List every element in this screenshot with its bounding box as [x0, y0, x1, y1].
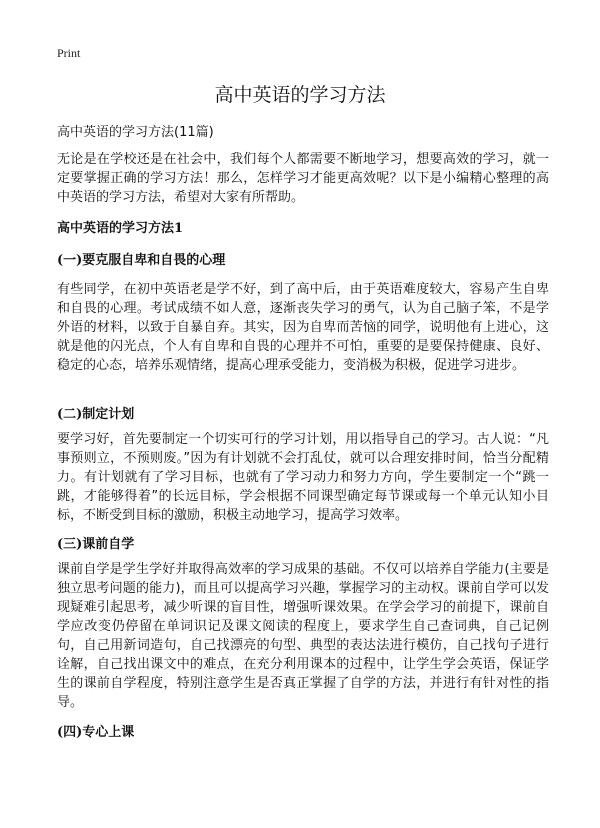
intro-paragraph: 无论是在学校还是在社会中，我们每个人都需要不断地学习，想要高效的学习，就一定要掌握正确的学习方法！那么，怎样学习才能更高效呢？以下是小编精心整理的高中英语的学习方法，希望对大家有所帮助。 [57, 152, 549, 205]
print-link[interactable]: Print [57, 46, 81, 60]
heading-2: (二)制定计划 [57, 407, 135, 422]
paragraph-1: 有些同学，在初中英语老是学不好，到了高中后，由于英语难度较大，容易产生自卑和自畏的心理。考试成绩不如人意，逐渐丧失学习的勇气，认为自己脑子笨，不是学外语的材料，以致于自暴自弃。其实，因为自卑而苦恼的同学，说明他有上进心，这就是他的闪光点，个人有自卑和自畏的心理并不可怕，重要的是要保持健康、良好、稳定的心态，培养乐观情绪，提高心理承受能力，变消极为积极，促进学习进步。 [57, 282, 549, 373]
paragraph-2: 要学习好，首先要制定一个切实可行的学习计划，用以指导自己的学习。古人说：“凡事预则立，不预则废。”因为有计划就不会打乱仗，就可以合理安排时间，恰当分配精力。有计划就有了学习目标，也就有了学习动力和努力方向，学生要制定一个“跳一跳，才能够得着”的长远目标，学会根据不同课型确定每节课或每一个单元认知小目标，不断受到目标的激励，积极主动地学习，提高学习效率。 [57, 432, 549, 523]
heading-4: (四)专心上课 [57, 725, 135, 740]
subtitle: 高中英语的学习方法(11篇) [57, 125, 214, 140]
heading-3: (三)课前自学 [57, 537, 135, 552]
heading-1: (一)要克服自卑和自畏的心理 [57, 253, 226, 268]
page-title: 高中英语的学习方法 [214, 84, 386, 106]
section-title: 高中英语的学习方法1 [57, 221, 184, 236]
paragraph-3: 课前自学是学生学好并取得高效率的学习成果的基础。不仅可以培养自学能力(主要是独立思考问题的能力)，而且可以提高学习兴趣，掌握学习的主动权。课前自学可以发现疑难引起思考，减少听课的盲目性，增强听课效果。在学会学习的前提下，课前自学应改变仍停留在单词识记及课文阅读的程度上，要求学生自己查词典，自己记例句，自己用新词造句，自己找漂亮的句型、典型的表达法进行模仿，自己找句子进行诠解，自己找出课文中的难点，在充分利用课本的过程中，让学生学会英语，保证学生的课前自学程度，特别注意学生是否真正掌握了自学的方法，并进行有针对性的指导。 [57, 562, 549, 710]
